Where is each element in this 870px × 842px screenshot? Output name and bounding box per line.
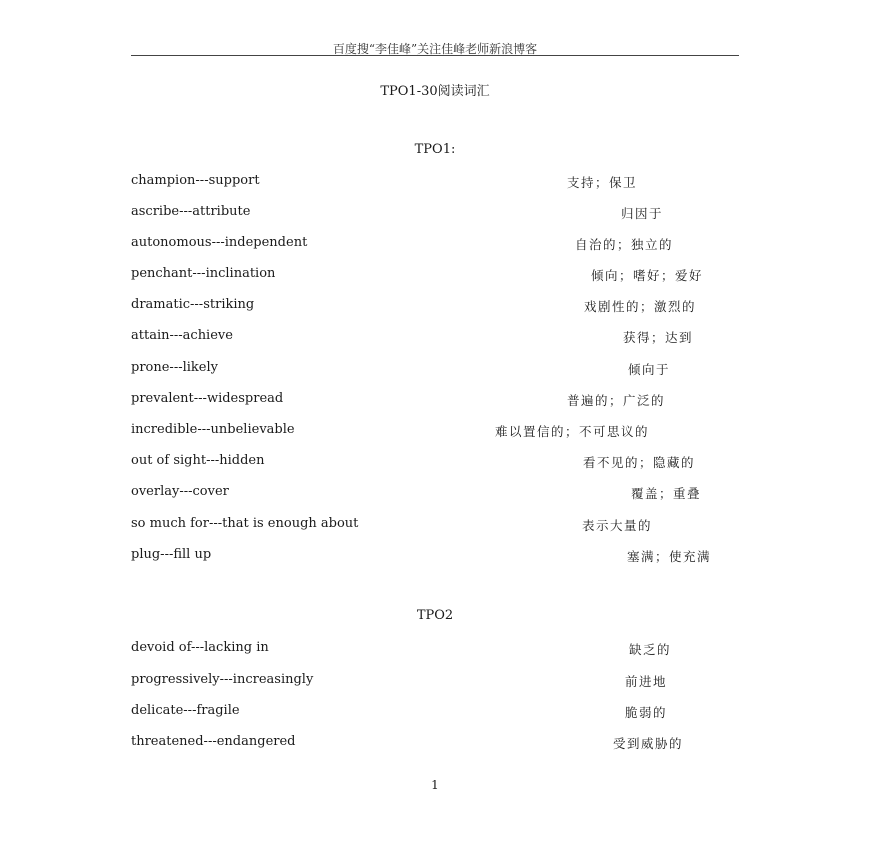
vocab-entry (0, 235, 870, 253)
vocab-entry (0, 484, 870, 502)
vocab-english: out of sight---hidden (131, 453, 265, 468)
vocab-entry (0, 672, 870, 690)
vocab-chinese: 戏剧性的；激烈的 (584, 299, 697, 314)
vocab-entry (0, 204, 870, 222)
vocab-english: threatened---endangered (131, 734, 296, 749)
vocab-english: devoid of---lacking in (131, 640, 269, 655)
vocab-entry (0, 640, 870, 658)
vocab-chinese: 看不见的；隐藏的 (583, 455, 696, 470)
vocab-chinese: 归因于 (621, 206, 664, 221)
vocab-english: progressively---increasingly (131, 672, 314, 687)
vocab-english: incredible---unbelievable (131, 422, 295, 437)
vocab-chinese: 获得；达到 (623, 330, 694, 345)
header-text: 百度搜“李佳峰”关注佳峰老师新浪博客 (332, 42, 538, 56)
vocab-english: champion---support (131, 173, 260, 188)
vocab-entry (0, 173, 870, 191)
vocab-chinese: 难以置信的；不可思议的 (495, 424, 650, 439)
vocab-entry (0, 328, 870, 346)
vocab-entry (0, 297, 870, 315)
vocab-chinese: 缺乏的 (629, 642, 672, 657)
vocab-english: dramatic---striking (131, 297, 255, 312)
vocab-entry (0, 391, 870, 409)
vocab-entry (0, 360, 870, 378)
vocab-english: prevalent---widespread (131, 391, 284, 406)
vocab-chinese: 塞满；使充满 (627, 549, 712, 564)
vocab-entry (0, 516, 870, 534)
section-heading-tpo1: TPO1: (414, 142, 456, 157)
vocab-english: overlay---cover (131, 484, 229, 499)
vocab-chinese: 自治的；独立的 (575, 237, 674, 252)
vocab-entry (0, 453, 870, 471)
header-rule (131, 55, 739, 56)
vocab-chinese: 前进地 (625, 674, 668, 689)
vocab-chinese: 受到威胁的 (613, 736, 684, 751)
vocab-english: ascribe---attribute (131, 204, 251, 219)
vocab-english: so much for---that is enough about (131, 516, 359, 531)
vocab-entry (0, 703, 870, 721)
vocab-english: attain---achieve (131, 328, 233, 343)
document-title: TPO1-30阅读词汇 (380, 84, 490, 99)
vocab-chinese: 倾向；嗜好；爱好 (591, 268, 704, 283)
vocab-chinese: 支持；保卫 (567, 175, 638, 190)
vocab-chinese: 表示大量的 (582, 518, 653, 533)
vocab-entry (0, 266, 870, 284)
vocab-chinese: 覆盖；重叠 (631, 486, 702, 501)
vocab-english: delicate---fragile (131, 703, 240, 718)
vocab-english: plug---fill up (131, 547, 212, 562)
vocab-english: autonomous---independent (131, 235, 308, 250)
vocab-english: penchant---inclination (131, 266, 276, 281)
vocab-chinese: 倾向于 (628, 362, 671, 377)
vocab-english: prone---likely (131, 360, 218, 375)
section-heading-tpo2: TPO2 (416, 608, 454, 623)
vocab-chinese: 脆弱的 (625, 705, 668, 720)
vocab-entry (0, 734, 870, 752)
vocab-chinese: 普遍的；广泛的 (567, 393, 666, 408)
vocab-entry (0, 547, 870, 565)
vocab-entry (0, 422, 870, 440)
page-number: 1 (431, 778, 439, 792)
